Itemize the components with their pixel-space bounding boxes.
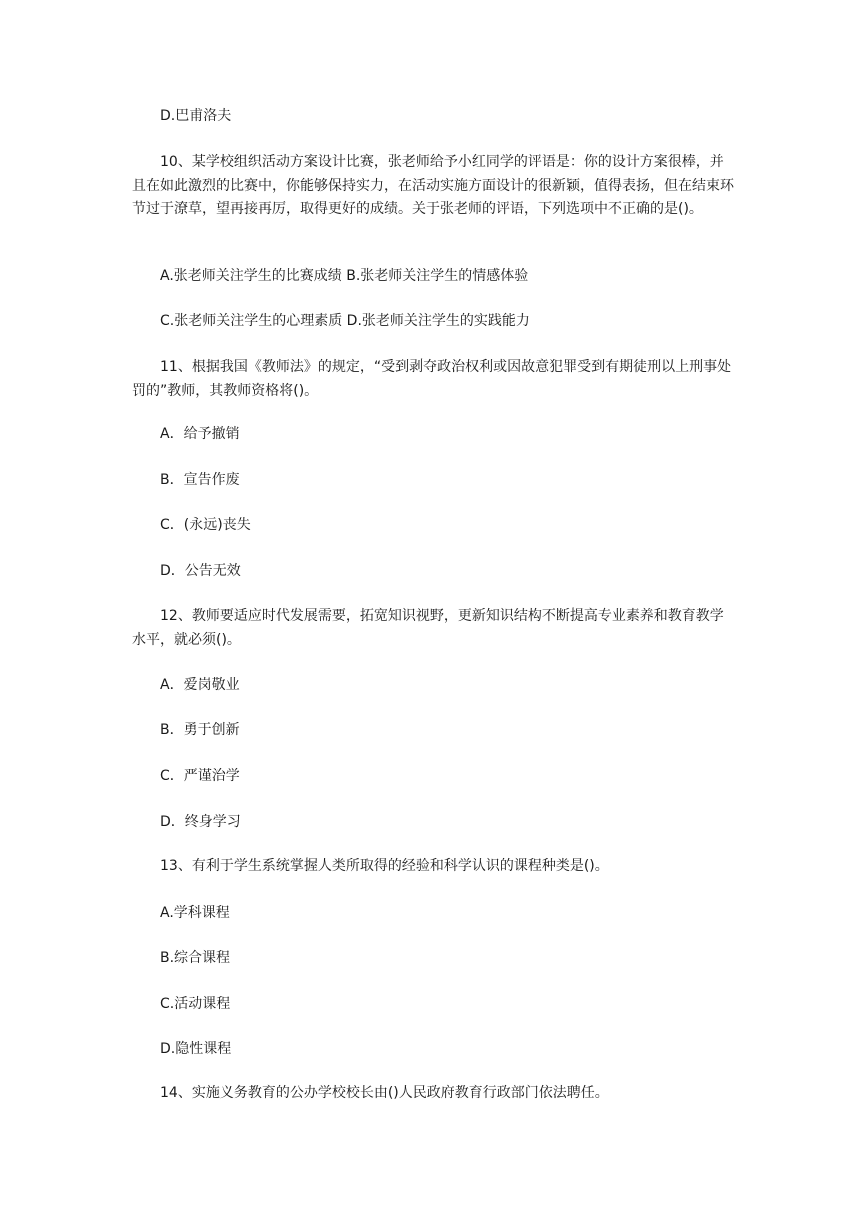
question-13-option-b: B.综合课程 [160,950,231,966]
question-12: 12、教师要适应时代发展需要，拓宽知识视野，更新知识结构不断提高专业素养和教育教学水平，就必须()。 [132,608,724,648]
question-11: 11、根据我国《教师法》的规定，“受到剥夺政治权利或因故意犯罪受到有期徒刑以上刑事处罚的”教师，其教师资格将()。 [132,359,732,399]
question-14: 14、实施义务教育的公办学校校长由()人民政府教育行政部门依法聘任。 [160,1085,609,1101]
question-11-option-d: D．公告无效 [160,563,241,579]
question-11-option-b: B．宣告作废 [160,472,240,488]
question-12-option-b: B．勇于创新 [160,722,240,738]
question-11-option-c: C．(永远)丧失 [160,517,251,533]
question-13-option-d: D.隐性课程 [160,1041,232,1057]
question-10-options-cd: C.张老师关注学生的心理素质 D.张老师关注学生的实践能力 [160,313,530,329]
question-12-option-a: A．爱岗敬业 [160,677,240,693]
question-13: 13、有利于学生系统掌握人类所取得的经验和科学认识的课程种类是()。 [160,858,609,874]
question-13-option-a: A.学科课程 [160,905,230,921]
question-10: 10、某学校组织活动方案设计比赛，张老师给予小红同学的评语是：你的设计方案很棒，并且在如此激烈的比赛中，你能够保持实力，在活动实施方面设计的很新颖，值得表扬，但在结束环节过于潦草，望再接再厉，取得更好的成绩。关于张老师的评语，下列选项中不正确的是()。 [132,154,734,217]
question-10-options-ab: A.张老师关注学生的比赛成绩 B.张老师关注学生的情感体验 [160,268,529,284]
option-d-prev: D.巴甫洛夫 [160,108,232,124]
question-12-option-c: C．严谨治学 [160,768,240,784]
question-12-option-d: D．终身学习 [160,814,241,830]
question-11-option-a: A．给予撤销 [160,426,240,442]
question-13-option-c: C.活动课程 [160,996,231,1012]
